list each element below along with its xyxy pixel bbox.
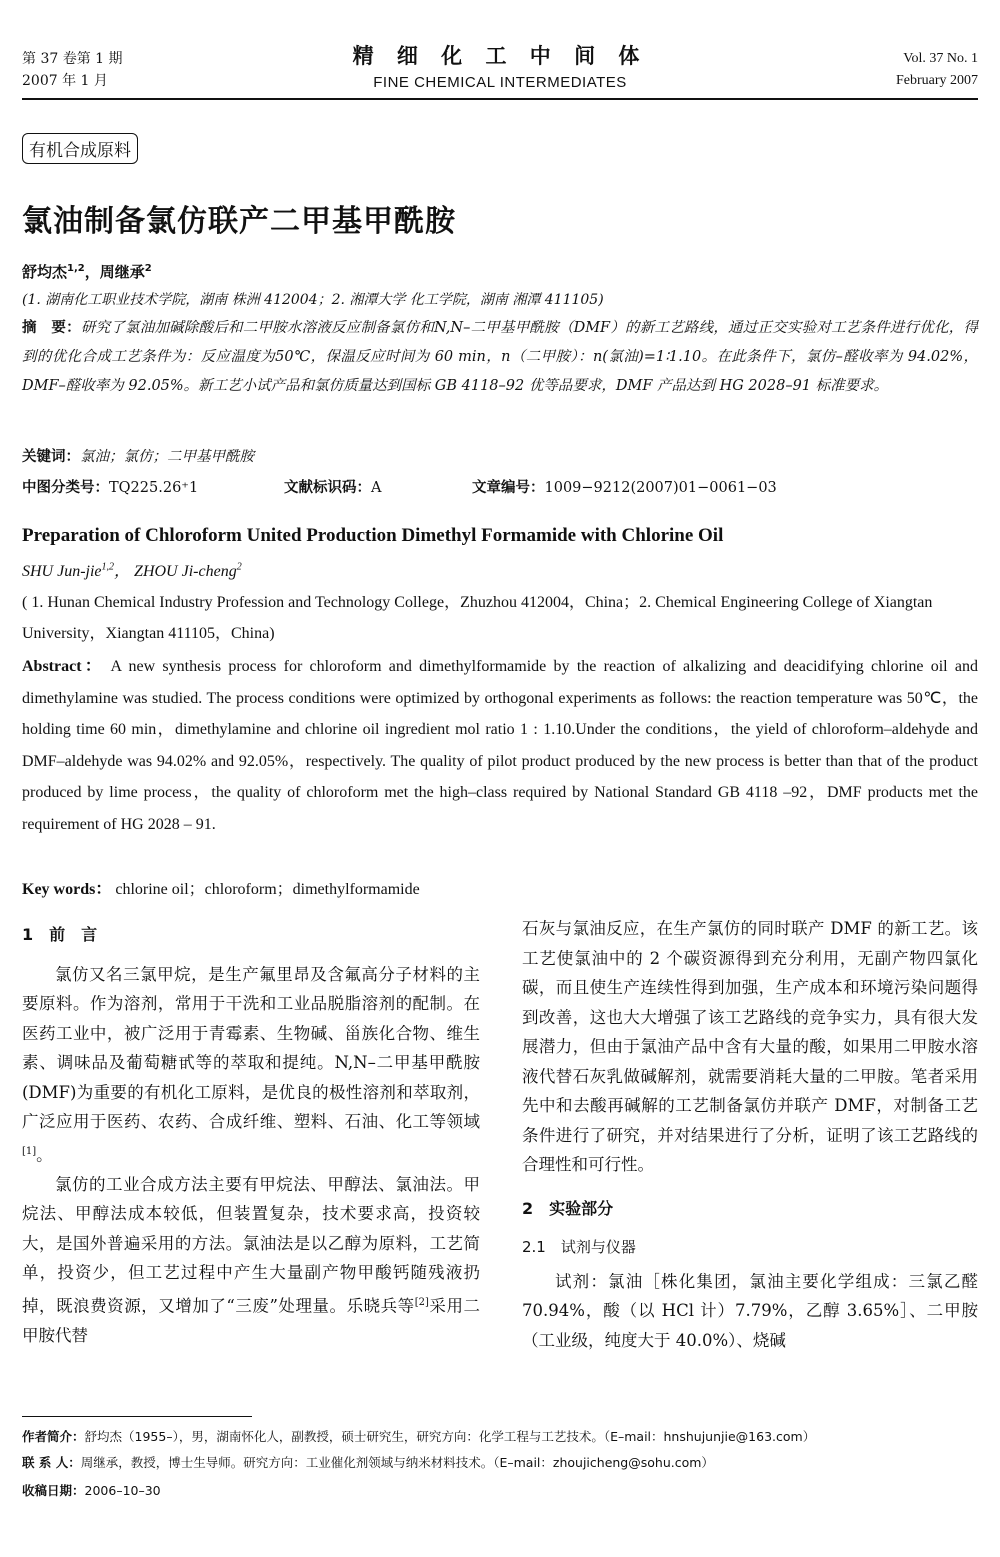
paragraph-3: 石灰与氯油反应，在生产氯仿的同时联产 DMF 的新工艺。该工艺使氯油中的 2 个碳资源得到充分利用，无副产物四氯化碳，而且使生产连续性得到加强，生产成本和环境污染问题得到改善，这也大大增强了该工艺路线的竞争实力，具有很大发展潜力，但由于氯油产品中含有大量的酸，如果用二甲胺水溶液代替石灰乳做碱解剂，就需要消耗大量的二甲胺。笔者采用先中和去酸再碱解的工艺制备氯仿并联产 DMF，对制备工艺条件进行了研究，并对结果进行了分析，证明了该工艺路线的合理性和可行性。 [522,919,978,1174]
author-2-en: ZHOU Ji-cheng [134,563,237,580]
doc-code-label: 文献标识码： [284,480,371,496]
article-number-value: 1009−9212(2007)01−0061−03 [544,480,777,496]
date-en: February 2007 [895,73,978,88]
keywords-cn [22,445,254,466]
doc-code-value: A [371,480,382,496]
abstract-cn [22,314,978,401]
abstract-en-label: Abstract： [22,658,105,675]
keywords-en-label: Key words： [22,881,112,898]
header-divider [22,98,978,100]
clc-number [22,476,284,497]
abstract-en-text: A new synthesis process for chloroform and dimethylformamide by the reaction of alkalizing and deacidifying chlorine oil and dimethylamine was studied. The process conditions were optimized by orthogonal experiments as follows: the reaction temperature was 50℃，the holding time 60 min，dimethylamine and chlorine oil ingredient mol ratio 1 : 1.10.Under the conditions，the yield of chloroform–aldehyde and DMF–aldehyde was 94.02% and 92.05%，respectively. The quality of pilot product produced by the new process is better than that of the product produced by lime process，the quality of chloroform met the high–class required by National Standard GB 4118 –92，DMF products met the requirement of HG 2028 – 91. [22,658,979,833]
author-2-affil: 2 [144,263,152,274]
section-tag: 有机合成原料 [22,133,138,164]
author-2: 周继承 [99,263,145,281]
affiliation-cn: (1. 湖南化工职业技术学院，湖南 株洲 412004；2. 湘潭大学 化工学院，湖南 湘潭 411105) [22,292,604,308]
paragraph-1-end: 。 [36,1145,53,1164]
abstract-cn-label: 摘 要： [22,320,81,336]
article-number [472,476,777,497]
author-2-en-affil: 2 [236,561,242,573]
author-1-en: SHU Jun-jie [22,563,102,580]
keywords-cn-text: 氯油；氯仿；二甲基甲酰胺 [80,449,254,465]
section-2-heading: 2 实验部分 [522,1198,614,1218]
paragraph-1 [22,960,480,1170]
footnote-divider [22,1416,252,1417]
keywords-en [22,876,420,899]
doc-code [284,476,472,497]
contact-person [22,1450,978,1475]
authors-en [22,558,242,581]
abstract-en [22,651,978,840]
section-2-1-heading: 2.1 试剂与仪器 [522,1238,636,1256]
article-title-en: Preparation of Chloroform United Production Dimethyl Formamide with Chlorine Oil [22,525,724,546]
author-1-affil: 1,2 [67,263,85,274]
body-column-left [22,920,480,1350]
contact-text: 周继承，教授，博士生导师。研究方向：工业催化剂领域与纳米材料技术。（E–mail：zhoujicheng@sohu.com） [80,1455,714,1470]
author-bio-text: 舒均杰（1955–），男，湖南怀化人，副教授，硕士研究生，研究方向：化学工程与工艺技术。（E–mail：hnshujunjie@163.com） [84,1429,816,1444]
authors-cn [22,261,152,282]
author-separator-en: ， [114,563,135,580]
date-cn: 2007 年 1 月 [22,73,108,89]
author-1: 舒均杰 [22,263,68,281]
keywords-en-text: chlorine oil；chloroform；dimethylformamide [115,881,420,898]
body-column-right [522,914,978,1355]
paragraph-4: 试剂：氯油［株化集团，氯油主要化学组成：三氯乙醛 70.94%，酸（以 HCl 计）7.79%，乙醇 3.65%］、二甲胺（工业级，纯度大于 40.0%）、烧碱 [522,1271,978,1350]
section-1-heading: 1 前 言 [22,925,98,944]
reference-2: [2] [414,1296,429,1308]
journal-name-en: FINE CHEMICAL INTERMEDIATES [373,74,627,91]
article-title: 氯油制备氯仿联产二甲基甲酰胺 [22,204,456,239]
journal-name [300,40,700,91]
author-bio-label: 作者简介： [22,1429,85,1444]
received-label: 收稿日期： [22,1483,85,1498]
received-text: 2006–10–30 [84,1483,161,1498]
author-bio [22,1424,978,1449]
clc-label: 中图分类号： [22,480,109,496]
clc-value: TQ225.26⁺1 [109,480,199,496]
article-number-label: 文章编号： [472,480,545,496]
header-issue-cn [22,48,123,92]
paragraph-2 [22,1170,480,1351]
abstract-cn-text: 研究了氯油加碱除酸后和二甲胺水溶液反应制备氯仿和N,N–二甲基甲酰胺（DMF）的新工艺路线，通过正交实验对工艺条件进行优化，得到的优化合成工艺条件为：反应温度为50℃，保温反应时间为 60 min，n（二甲胺）：n(氯油)=1∶1.10。在此条件下，氯仿–醛收率为 94.02%，DMF–醛收率为 92.05%。新工艺小试产品和氯仿质量达到国标 GB 4118–92 优等品要求，DMF 产品达到 HG 2028–91 标准要求。 [22,320,979,394]
keywords-cn-label: 关键词： [22,449,80,465]
affiliation-en: ( 1. Hunan Chemical Industry Profession and Technology College，Zhuzhou 412004，China；2. Chemical Engineering College of Xiangtan University，Xiangtan 411105，China) [22,594,933,642]
paragraph-2-text: 氯仿的工业合成方法主要有甲烷法、甲醇法、氯油法。甲烷法、甲醇法成本较低，但装置复杂，技术要求高，投资较大，是国外普遍采用的方法。氯油法是以乙醇为原料，工艺简单，投资少，但工艺过程中产生大量副产物甲酸钙随残液扔掉，既浪费资源，又增加了“三废”处理量。乐晓兵等 [22,1174,480,1315]
contact-label: 联 系 人： [22,1455,81,1470]
received-date [22,1478,978,1503]
paragraph-1-text: 氯仿又名三氯甲烷，是生产氟里昂及含氟高分子材料的主要原料。作为溶剂，常用于干洗和工业品脱脂溶剂的配制。在医药工业中，被广泛用于青霉素、生物碱、甾族化合物、维生素、调味品及葡萄糖甙等的萃取和提纯。N,N–二甲基甲酰胺(DMF)为重要的有机化工原料，是优良的极性溶剂和萃取剂，广泛应用于医药、农药、合成纤维、塑料、石油、化工等领域 [22,964,480,1131]
paragraph-2-end: 采用二甲胺代替 [22,1296,480,1345]
classification-line [22,476,978,497]
reference-1: [1] [22,1145,37,1157]
journal-name-cn: 精 细 化 工 中 间 体 [352,44,648,68]
header-issue-en [896,48,978,92]
author-separator: ， [84,263,100,281]
volume-cn: 第 37 卷第 1 期 [22,51,123,67]
volume-en: Vol. 37 No. 1 [903,51,978,66]
author-1-en-affil: 1,2 [101,561,115,573]
